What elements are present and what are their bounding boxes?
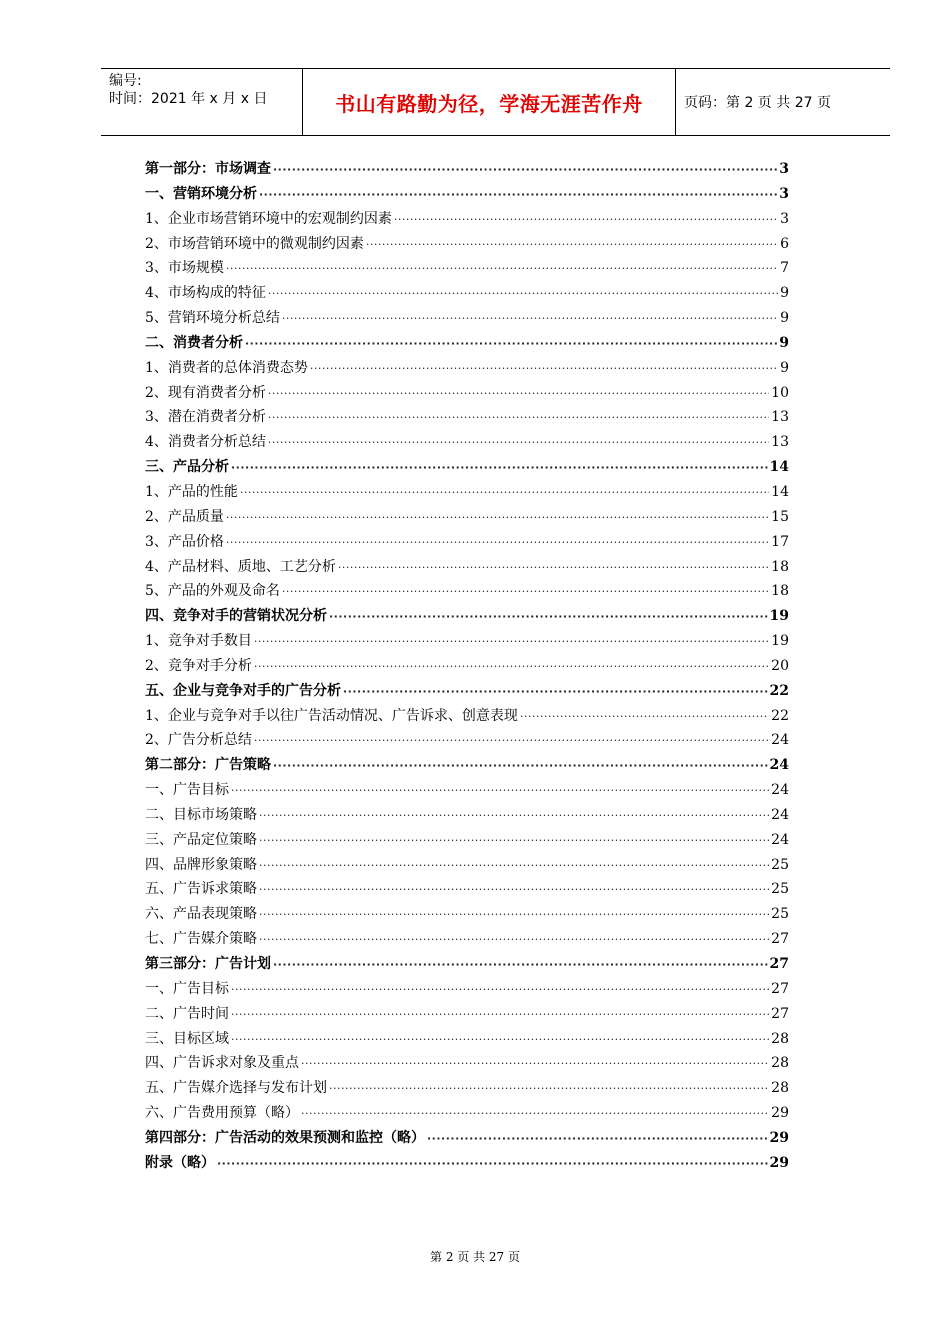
toc-entry-title: 三、目标区域 (145, 1030, 229, 1047)
toc-entry-page: 7 (780, 260, 789, 277)
toc-entry-title: 2、现有消费者分析 (145, 384, 266, 401)
toc-entry[interactable] (145, 1152, 789, 1177)
toc-entry-title: 3、潜在消费者分析 (145, 409, 266, 426)
toc-entry[interactable] (145, 481, 789, 506)
toc-entry-title: 3、市场规模 (145, 260, 224, 277)
toc-leader-dots (254, 734, 769, 747)
toc-entry-title: 三、产品分析 (145, 459, 229, 476)
toc-leader-dots (226, 262, 778, 275)
toc-entry-page: 22 (771, 707, 789, 724)
toc-entry[interactable] (145, 282, 789, 307)
toc-entry[interactable] (145, 183, 789, 208)
toc-leader-dots (301, 1107, 769, 1120)
toc-entry-title: 5、营销环境分析总结 (145, 310, 280, 327)
toc-entry[interactable] (145, 1102, 789, 1127)
toc-leader-dots (231, 983, 769, 996)
toc-entry[interactable] (145, 1028, 789, 1053)
toc-entry[interactable] (145, 332, 789, 357)
toc-leader-dots (268, 287, 778, 300)
toc-entry-page: 24 (769, 757, 789, 774)
toc-entry[interactable] (145, 705, 789, 730)
toc-leader-dots (231, 461, 768, 474)
toc-entry-page: 10 (771, 384, 789, 401)
toc-entry-page: 14 (769, 459, 789, 476)
toc-leader-dots (282, 312, 778, 325)
toc-leader-dots (338, 561, 769, 574)
toc-entry-page: 25 (771, 881, 789, 898)
toc-entry-page: 29 (769, 1129, 789, 1146)
toc-leader-dots (366, 238, 778, 251)
toc-entry-page: 9 (779, 334, 789, 351)
toc-entry-title: 4、消费者分析总结 (145, 434, 266, 451)
toc-leader-dots (273, 163, 777, 176)
toc-entry-page: 25 (771, 906, 789, 923)
toc-entry[interactable] (145, 854, 789, 879)
toc-leader-dots (259, 933, 769, 946)
toc-leader-dots (268, 436, 769, 449)
toc-leader-dots (254, 660, 769, 673)
toc-entry-page: 27 (769, 956, 789, 972)
toc-entry[interactable] (145, 382, 789, 407)
toc-entry-title: 4、产品材料、质地、工艺分析 (145, 558, 336, 575)
toc-entry[interactable] (145, 158, 789, 183)
toc-entry[interactable] (145, 431, 789, 456)
toc-entry[interactable] (145, 506, 789, 531)
toc-entry-title: 二、消费者分析 (145, 334, 243, 351)
toc-entry-title: 1、竞争对手数目 (145, 633, 252, 650)
toc-entry[interactable] (145, 233, 789, 258)
toc-entry-title: 1、消费者的总体消费态势 (145, 359, 308, 376)
toc-entry-page: 28 (771, 1055, 789, 1072)
toc-entry[interactable] (145, 928, 789, 953)
toc-leader-dots (231, 784, 769, 797)
toc-entry-title: 第三部分：广告计划 (145, 956, 271, 972)
toc-entry-page: 13 (771, 434, 789, 451)
toc-entry-page: 9 (780, 285, 789, 302)
toc-entry-page: 18 (771, 583, 789, 600)
header-meta (101, 69, 302, 135)
toc-entry[interactable] (145, 208, 789, 233)
toc-entry-title: 六、广告费用预算（略） (145, 1105, 299, 1122)
toc-entry-title: 1、企业市场营销环境中的宏观制约因素 (145, 210, 392, 227)
toc-entry-title: 二、广告时间 (145, 1005, 229, 1022)
toc-leader-dots (226, 536, 769, 549)
toc-leader-dots (427, 1132, 768, 1145)
toc-leader-dots (394, 213, 778, 226)
toc-leader-dots (282, 585, 769, 598)
toc-entry[interactable] (145, 357, 789, 382)
toc-entry-page: 24 (771, 806, 789, 823)
toc-leader-dots (259, 834, 769, 847)
toc-entry-page: 29 (769, 1154, 789, 1171)
toc-entry[interactable] (145, 531, 789, 556)
toc-entry-page: 28 (771, 1030, 789, 1047)
toc-entry[interactable] (145, 680, 789, 705)
toc-entry-page: 3 (779, 161, 789, 177)
toc-entry-title: 第四部分：广告活动的效果预测和监控（略） (145, 1129, 425, 1146)
toc-leader-dots (245, 337, 777, 350)
toc-leader-dots (259, 908, 769, 921)
toc-entry[interactable] (145, 556, 789, 581)
toc-entry[interactable] (145, 953, 789, 978)
toc-entry-title: 五、广告媒介选择与发布计划 (145, 1080, 327, 1097)
toc-entry-page: 14 (771, 483, 789, 500)
toc-leader-dots (240, 486, 769, 499)
toc-leader-dots (231, 1008, 769, 1021)
toc-leader-dots (259, 188, 777, 201)
toc-entry[interactable] (145, 257, 789, 282)
toc-entry-page: 27 (771, 1005, 789, 1022)
toc-entry[interactable] (145, 754, 789, 779)
toc-leader-dots (217, 1157, 768, 1170)
toc-entry-page: 19 (769, 608, 789, 625)
toc-entry[interactable] (145, 804, 789, 829)
toc-entry[interactable] (145, 829, 789, 854)
code-label: 编号: (109, 73, 142, 89)
toc-entry-title: 3、产品价格 (145, 533, 224, 550)
toc-entry-title: 1、企业与竞争对手以往广告活动情况、广告诉求、创意表现 (145, 707, 518, 724)
toc-entry-title: 六、产品表现策略 (145, 906, 257, 923)
toc-entry-title: 七、广告媒介策略 (145, 931, 257, 948)
toc-entry-title: 四、广告诉求对象及重点 (145, 1055, 299, 1072)
toc-entry[interactable] (145, 779, 789, 804)
toc-entry-page: 9 (780, 310, 789, 327)
toc-entry-title: 一、营销环境分析 (145, 185, 257, 202)
toc-entry-page: 13 (771, 409, 789, 426)
toc-entry-page: 3 (780, 210, 789, 227)
toc-entry-page: 24 (771, 732, 789, 749)
toc-leader-dots (254, 635, 769, 648)
toc-entry-page: 18 (771, 558, 789, 575)
toc-leader-dots (268, 387, 769, 400)
toc-entry[interactable] (145, 1003, 789, 1028)
toc-entry-title: 附录（略） (145, 1154, 215, 1171)
toc-entry-page: 24 (771, 782, 789, 799)
toc-entry[interactable] (145, 630, 789, 655)
toc-entry-title: 五、企业与竞争对手的广告分析 (145, 682, 341, 699)
toc-entry-page: 20 (771, 657, 789, 674)
toc-entry[interactable] (145, 406, 789, 431)
toc-entry[interactable] (145, 729, 789, 754)
toc-entry-title: 2、广告分析总结 (145, 732, 252, 749)
toc-entry-page: 15 (771, 508, 789, 525)
toc-entry-page: 19 (771, 633, 789, 650)
toc-entry[interactable] (145, 456, 789, 481)
toc-leader-dots (310, 362, 778, 375)
toc-entry-title: 1、产品的性能 (145, 483, 238, 500)
toc-leader-dots (520, 710, 769, 723)
toc-entry[interactable] (145, 655, 789, 680)
toc-entry-page: 9 (780, 359, 789, 376)
toc-entry-title: 2、市场营销环境中的微观制约因素 (145, 235, 364, 252)
toc-leader-dots (259, 883, 769, 896)
toc-leader-dots (226, 511, 769, 524)
toc-entry-page: 22 (769, 682, 789, 699)
toc-entry-title: 4、市场构成的特征 (145, 285, 266, 302)
toc-entry[interactable] (145, 878, 789, 903)
toc-entry-title: 四、竞争对手的营销状况分析 (145, 608, 327, 625)
toc-leader-dots (301, 1057, 769, 1070)
toc-entry[interactable] (145, 1052, 789, 1077)
toc-entry-title: 二、目标市场策略 (145, 806, 257, 823)
toc-entry-page: 28 (771, 1080, 789, 1097)
toc-entry[interactable] (145, 1077, 789, 1102)
toc-leader-dots (259, 809, 769, 822)
toc-leader-dots (343, 685, 768, 698)
toc-entry-title: 一、广告目标 (145, 980, 229, 997)
toc-entry-title: 5、产品的外观及命名 (145, 583, 280, 600)
table-of-contents (145, 158, 789, 1177)
toc-entry[interactable] (145, 307, 789, 332)
toc-leader-dots (259, 859, 769, 872)
toc-entry-page: 25 (771, 856, 789, 873)
toc-leader-dots (273, 759, 768, 772)
toc-entry-title: 五、广告诉求策略 (145, 881, 257, 898)
toc-entry-title: 第一部分：市场调查 (145, 161, 271, 177)
toc-entry-title: 第二部分：广告策略 (145, 757, 271, 774)
toc-entry-page: 6 (780, 235, 789, 252)
toc-entry-title: 2、产品质量 (145, 508, 224, 525)
toc-entry-title: 三、产品定位策略 (145, 831, 257, 848)
page-header (101, 68, 890, 136)
toc-leader-dots (273, 958, 768, 971)
toc-entry[interactable] (145, 1127, 789, 1152)
toc-entry[interactable] (145, 978, 789, 1003)
toc-entry-page: 24 (771, 831, 789, 848)
toc-entry[interactable] (145, 580, 789, 605)
toc-leader-dots (231, 1033, 769, 1046)
toc-entry-title: 四、品牌形象策略 (145, 856, 257, 873)
toc-leader-dots (268, 411, 769, 424)
toc-entry-title: 一、广告目标 (145, 782, 229, 799)
toc-entry-page: 27 (771, 931, 789, 948)
header-page-info: 页码：第 2 页 共 27 页 (684, 95, 831, 111)
header-motto: 书山有路勤为径，学海无涯苦作舟 (302, 69, 676, 135)
toc-leader-dots (329, 1082, 769, 1095)
toc-entry-page: 3 (779, 185, 789, 202)
toc-entry[interactable] (145, 605, 789, 630)
toc-entry-page: 27 (771, 980, 789, 997)
toc-entry[interactable] (145, 903, 789, 928)
toc-entry-title: 2、竞争对手分析 (145, 657, 252, 674)
toc-entry-page: 29 (771, 1105, 789, 1122)
page-footer: 第 2 页 共 27 页 (430, 1250, 520, 1264)
toc-leader-dots (329, 610, 768, 623)
time-label: 时间：2021 年 x 月 x 日 (109, 91, 268, 107)
toc-entry-page: 17 (771, 533, 789, 550)
